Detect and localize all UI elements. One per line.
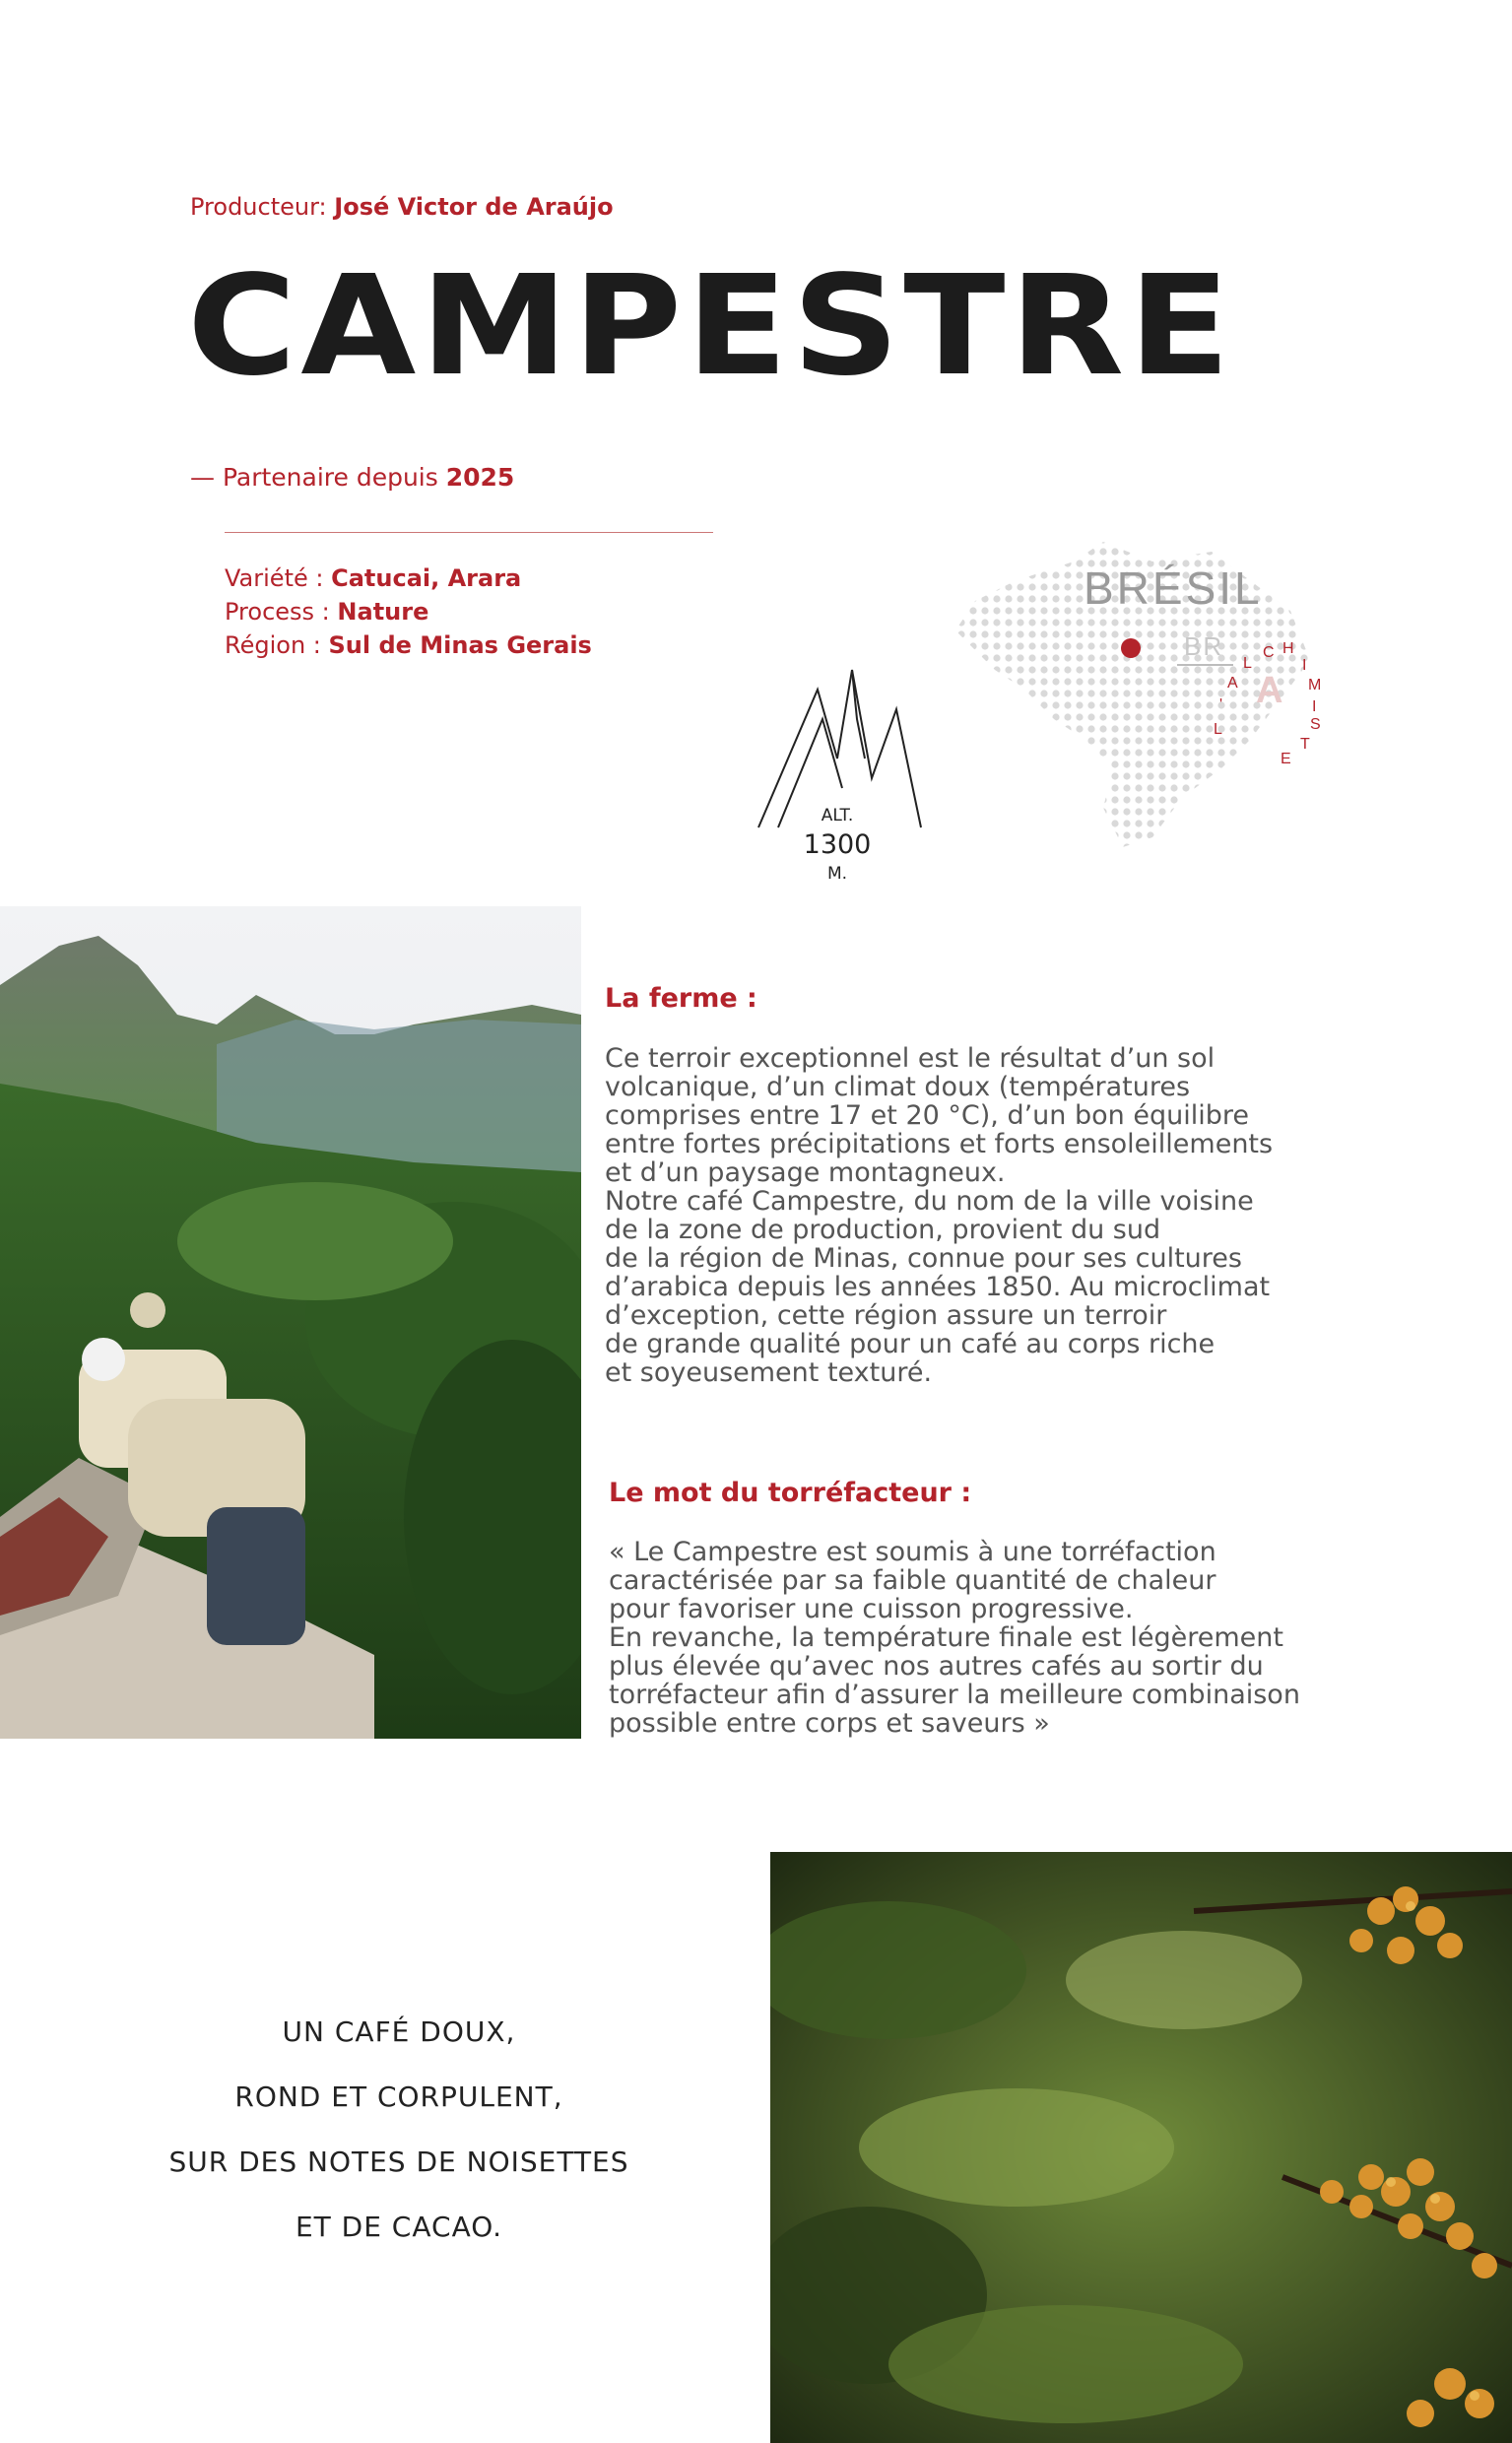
brand-ring-i: I xyxy=(1302,657,1307,674)
producer-label: Producteur: xyxy=(190,193,327,221)
partner-label: — Partenaire depuis xyxy=(190,463,438,492)
brand-ring-l2: L xyxy=(1243,655,1252,672)
brand-ring-h: H xyxy=(1282,640,1294,657)
tagline-line-3: SUR DES NOTES DE NOISETTES xyxy=(168,2146,629,2178)
producer-name: José Victor de Araújo xyxy=(334,193,614,221)
producer-line xyxy=(190,193,614,221)
brand-letter: A xyxy=(1256,670,1283,711)
location-marker xyxy=(1121,638,1141,658)
farm-text: Ce terroir exceptionnel est le résultat d’un sol volcanique, d’un climat doux (températures comprises entre 17 et 20 °C), d’un bon équilibre entre fortes précipitations et forts ensoleillements et d’un paysage montagneux. Notre café Campestre, du nom de la ville voisine de la zone de production, provient du sud de la région de Minas, connue pour ses cultures d’arabica depuis les années 1850. Au microclimat d’exception, cette région assure un terroir de grande qualité pour un café au corps riche et soyeusement texturé. xyxy=(605,1043,1274,1388)
process-value: Nature xyxy=(337,598,429,626)
partner-line xyxy=(190,463,514,492)
coffee-details xyxy=(225,561,592,662)
partner-year: 2025 xyxy=(445,463,515,492)
variety-row xyxy=(225,561,592,595)
tagline-line-2: ROND ET CORPULENT, xyxy=(234,2080,563,2113)
brand-ring-e: E xyxy=(1281,751,1291,767)
tagline-line-4: ET DE CACAO. xyxy=(295,2211,503,2243)
farm-heading: La ferme : xyxy=(605,983,757,1014)
country-code: BR xyxy=(1184,631,1224,661)
tagline-line-1: UN CAFÉ DOUX, xyxy=(282,2015,516,2048)
coffee-cherries-photo xyxy=(770,1852,1512,2443)
roaster-text: « Le Campestre est soumis à une torréfaction caractérisée par sa faible quantité de chaleur pour favoriser une cuisson progressive. En revanche, la température finale est légèrement plus élevée qu’avec nos autres cafés au sortir du torréfacteur afin d’assurer la meilleure combinaison possible entre corps et saveurs » xyxy=(609,1537,1300,1739)
brand-ring-s: S xyxy=(1310,716,1321,733)
country-name: BRÉSIL xyxy=(1084,562,1263,614)
process-row xyxy=(225,595,592,628)
region-value: Sul de Minas Gerais xyxy=(328,631,592,659)
region-label: Région : xyxy=(225,631,321,659)
tagline xyxy=(94,2000,704,2260)
variety-label: Variété : xyxy=(225,564,324,592)
altitude-badge xyxy=(788,806,887,884)
brand-ring-m: M xyxy=(1308,677,1322,693)
farm-photo xyxy=(0,906,581,1739)
brand-ring-l: L xyxy=(1214,721,1222,738)
brand-ring-i2: I xyxy=(1312,698,1317,715)
altitude-label: ALT. xyxy=(821,806,854,825)
variety-value: Catucai, Arara xyxy=(331,564,522,592)
process-label: Process : xyxy=(225,598,330,626)
brand-ring-apos: ' xyxy=(1219,696,1223,713)
brazil-map xyxy=(955,522,1349,857)
brand-ring-a: A xyxy=(1227,675,1238,692)
roaster-heading: Le mot du torréfacteur : xyxy=(609,1478,972,1508)
brand-ring-t: T xyxy=(1300,736,1310,753)
altitude-value: 1300 xyxy=(803,829,872,860)
altitude-unit: M. xyxy=(826,864,848,884)
brand-ring-c: C xyxy=(1263,644,1275,661)
divider xyxy=(225,532,713,533)
page-title: CAMPESTRE xyxy=(187,246,1235,407)
region-row xyxy=(225,628,592,662)
